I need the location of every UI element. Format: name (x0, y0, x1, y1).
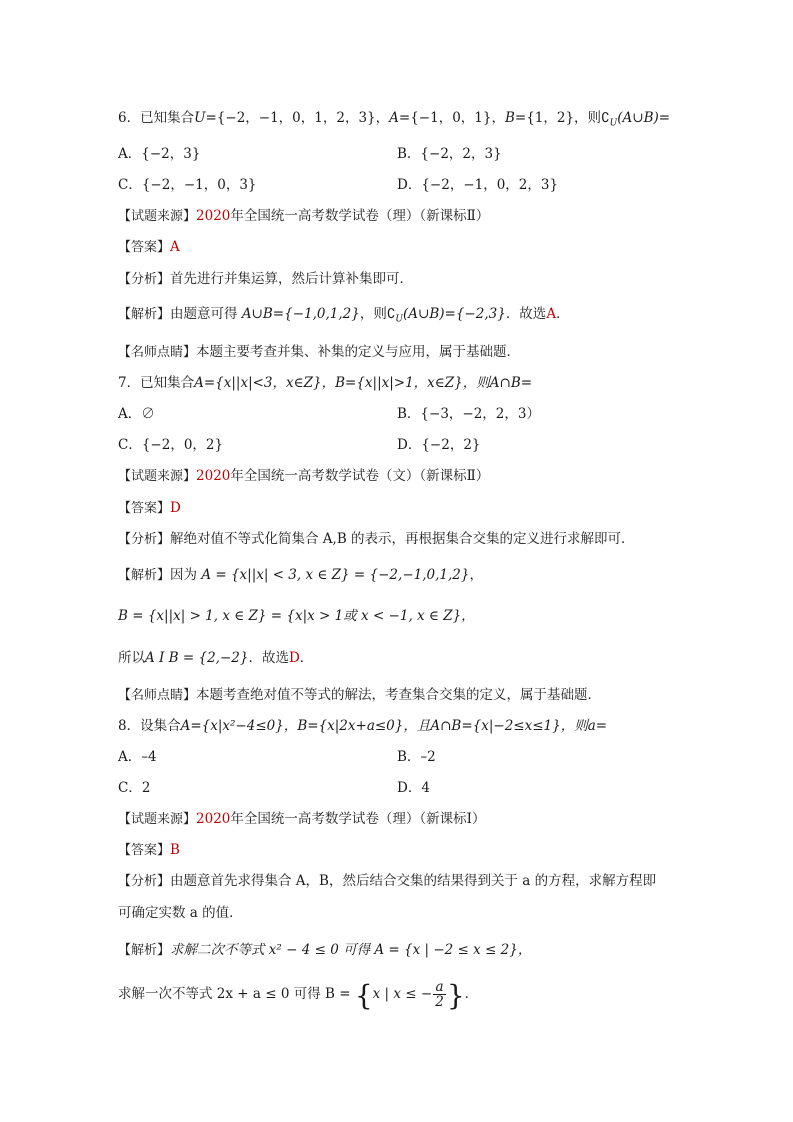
q7-stem: 7．已知集合A={x||x|<3，x∈Z}，B={x||x|>1，x∈Z}，则A∩B= (118, 375, 533, 391)
q7-solution-line2: B = {x||x| > 1, x ∈ Z} = {x|x > 1或 x < −1, x ∈ Z}， (118, 608, 475, 624)
q8-analysis-line2: 可确定实数 a 的值． (118, 905, 243, 921)
q8-solution: 【解析】求解二次不等式 x² − 4 ≤ 0 可得 A = {x | −2 ≤ x ≤ 2}， (118, 942, 532, 958)
q7-option-c[interactable]: C．{−2，0，2} (118, 437, 224, 453)
q6-analysis: 【分析】首先进行并集运算，然后计算补集即可． (118, 271, 414, 287)
q6-option-c[interactable]: C．{−2，−1，0，3} (118, 177, 257, 193)
q6-option-a[interactable]: A．{−2，3} (118, 146, 201, 162)
q7-answer: 【答案】D (118, 500, 181, 516)
q7-number: 7． (118, 375, 141, 391)
q8-number: 8． (118, 718, 141, 734)
q7-option-d[interactable]: D．{−2，2} (397, 437, 481, 453)
q8-source: 【试题来源】2020年全国统一高考数学试卷（理）（新课标Ⅰ） (118, 811, 486, 827)
q7-solution-line3: 所以A I B = {2,−2}．故选D． (118, 650, 314, 666)
q6-option-b[interactable]: B．{−2，2，3} (397, 146, 502, 162)
q8-option-d[interactable]: D．4 (397, 780, 430, 796)
q7-option-a[interactable]: A．∅ (118, 406, 155, 422)
q7-source: 【试题来源】2020年全国统一高考数学试卷（文）（新课标Ⅱ） (118, 468, 490, 484)
q7-solution: 【解析】因为 A = {x||x| < 3, x ∈ Z} = {−2,−1,0,1,2}， (118, 567, 483, 583)
q8-answer: 【答案】B (118, 842, 180, 858)
q6-solution: 【解析】由题意可得 A∪B={−1,0,1,2}，则$∁_U(A\cup B)=\{-2,3\}$．故选A． (118, 306, 570, 325)
q6-option-d[interactable]: D．{−2，−1，0，2，3} (397, 177, 559, 193)
q8-option-c[interactable]: C．2 (118, 780, 151, 796)
q6-answer: 【答案】A (118, 239, 180, 255)
q7-tip: 【名师点睛】本题考查绝对值不等式的解法，考查集合交集的定义，属于基础题． (118, 687, 602, 703)
q6-tip: 【名师点睛】本题主要考查并集、补集的定义与应用，属于基础题． (118, 344, 521, 360)
q6-source: 【试题来源】2020年全国统一高考数学试卷（理）（新课标Ⅱ） (118, 208, 490, 224)
q8-analysis: 【分析】由题意首先求得集合 A，B，然后结合交集的结果得到关于 a 的方程，求解方程即 (118, 873, 657, 889)
q6-stem: 6．已知集合U={−2，−1，0，1，2，3}，A={−1，0，1}，B={1，2}，则$∁_U(A\cup B)=$ (118, 110, 671, 129)
q8-option-a[interactable]: A．–4 (118, 749, 157, 765)
q7-analysis: 【分析】解绝对值不等式化简集合 A,B 的表示，再根据集合交集的定义进行求解即可． (118, 531, 635, 547)
q8-stem: 8．设集合A={x|x²−4≤0}，B={x|2x+a≤0}，且A∩B={x|−2≤x≤1}，则a= (118, 718, 608, 734)
q6-number: 6． (118, 110, 141, 126)
q8-solution-line2: 求解一次不等式 2x + a ≤ 0 可得 B = {x | x ≤ − $\frac{a}{2}$ }． (118, 979, 479, 1012)
q7-option-b[interactable]: B．{−3，−2，2，3） (397, 406, 540, 422)
q8-option-b[interactable]: B．–2 (397, 749, 436, 765)
